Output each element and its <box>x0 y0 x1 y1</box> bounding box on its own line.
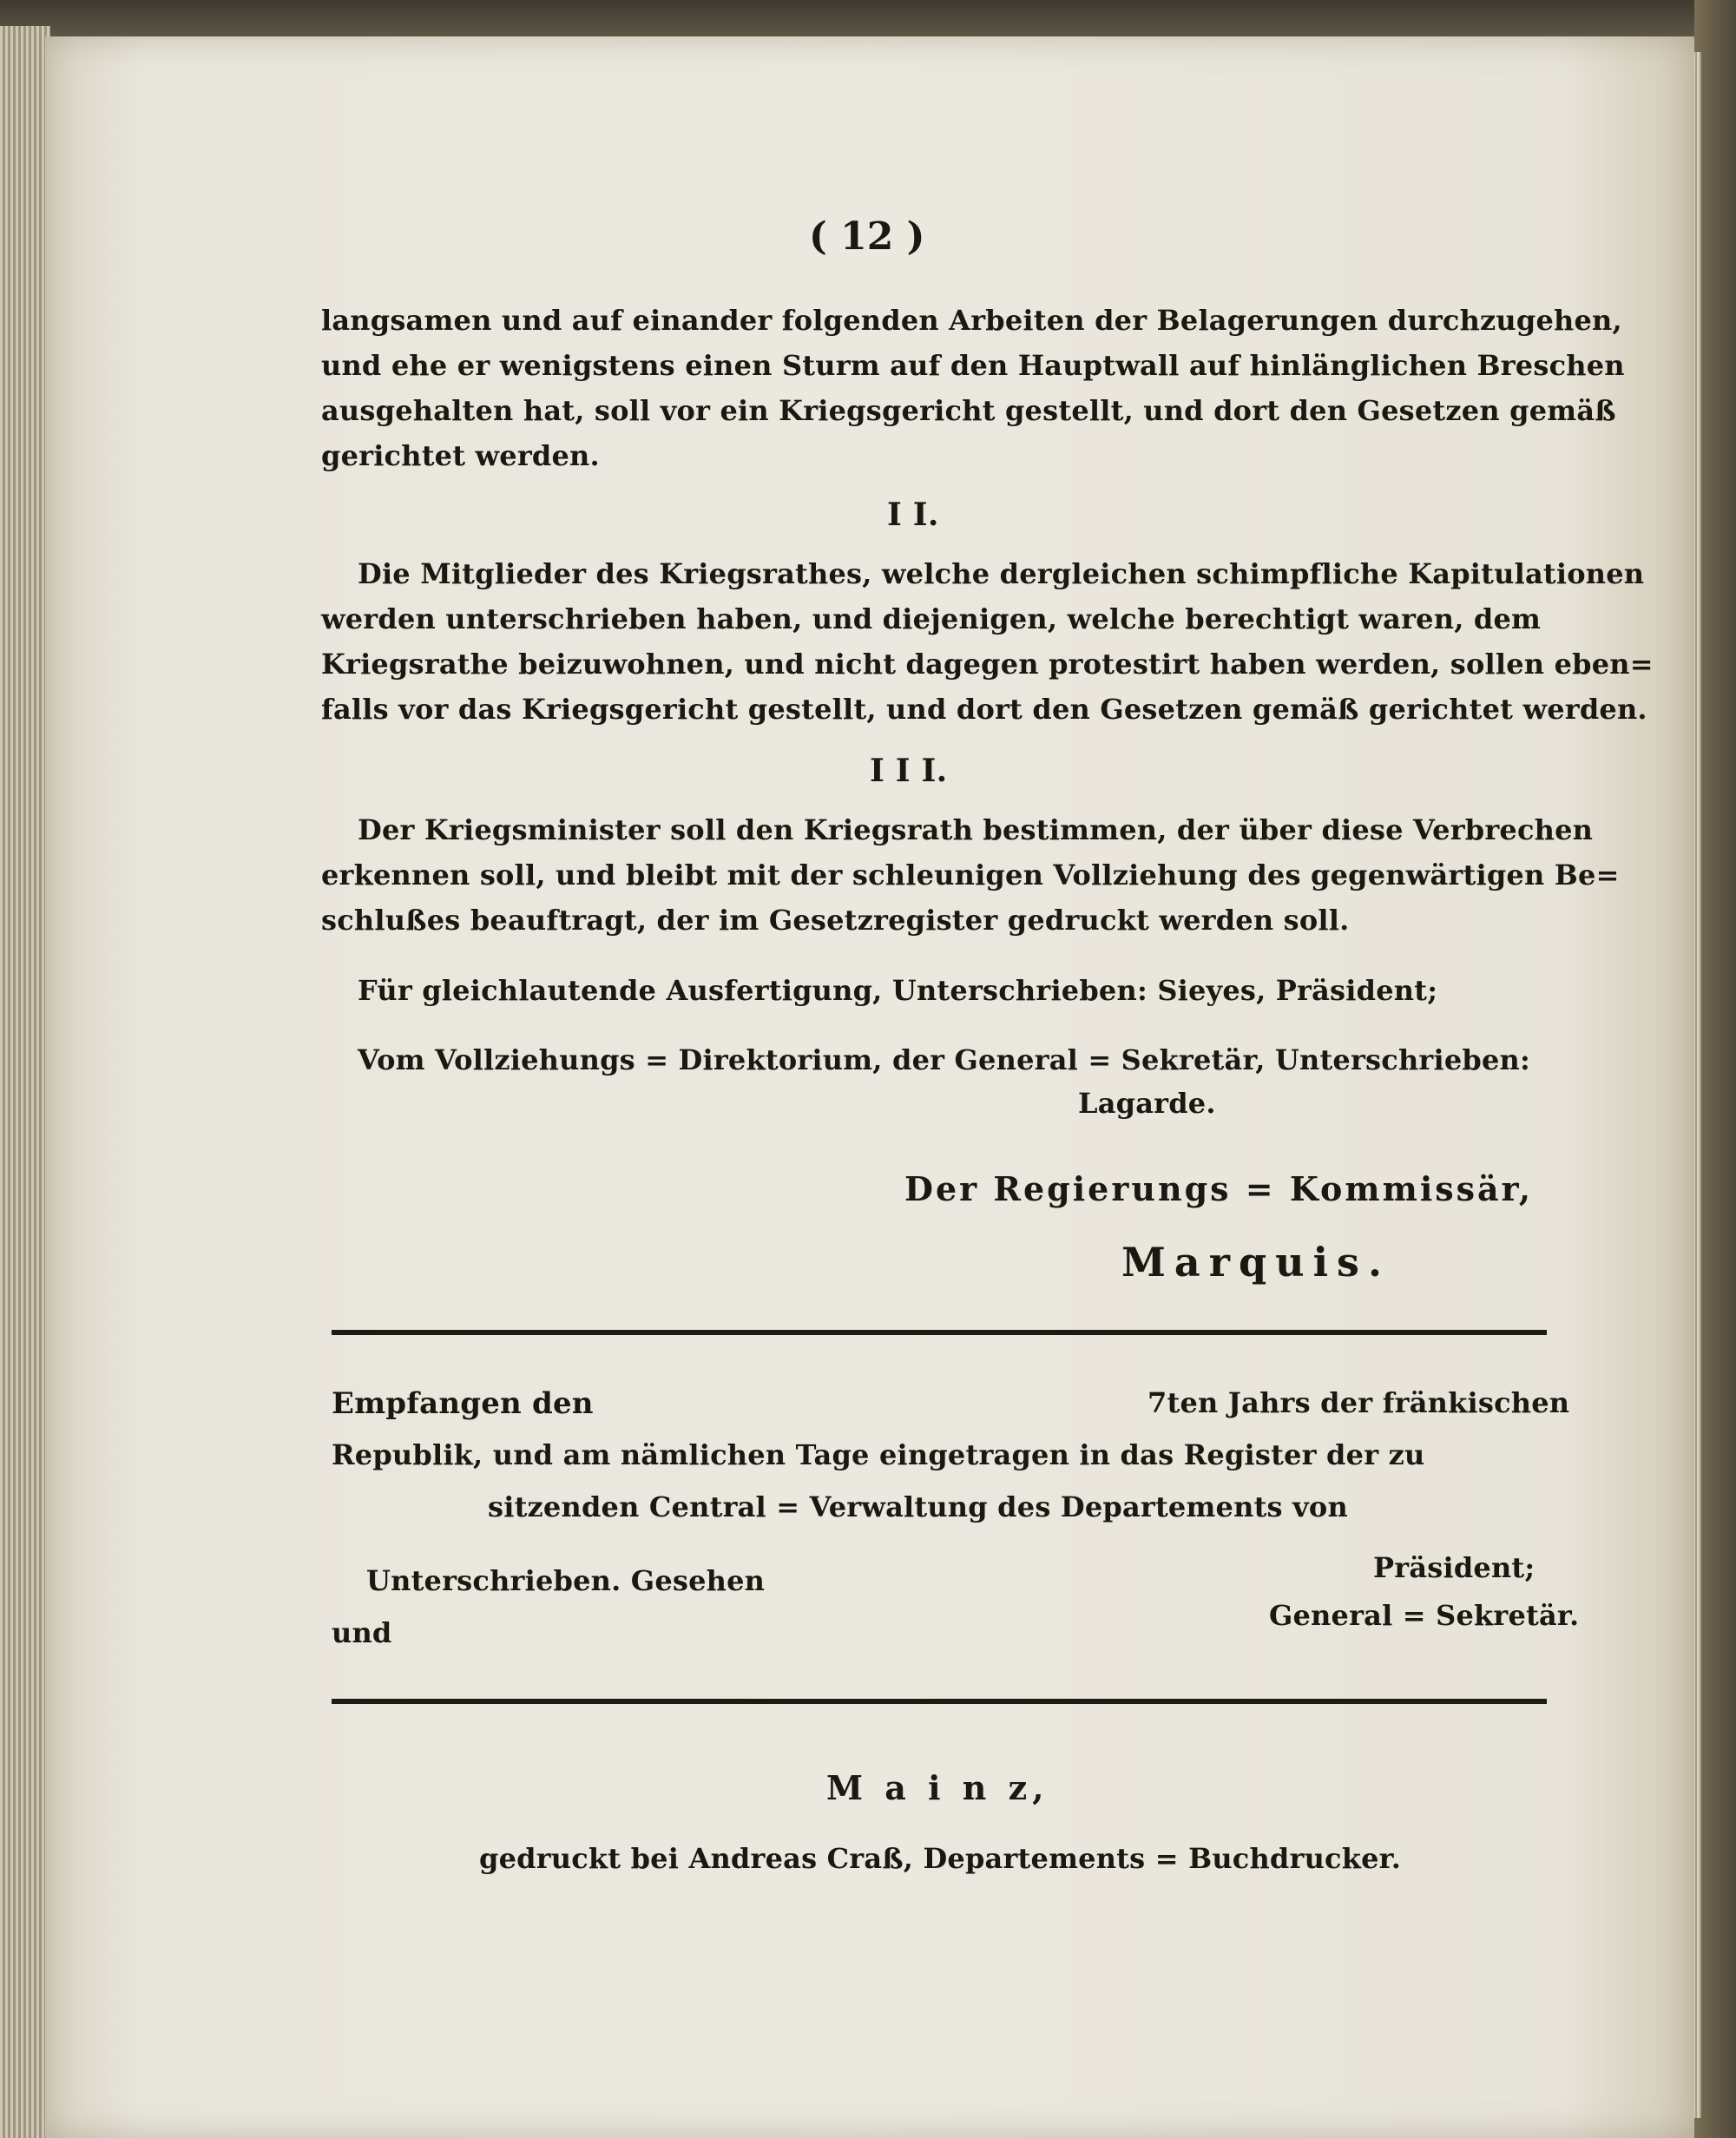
divider-rule-1 <box>332 1330 1547 1335</box>
section-3-line-2: erkennen soll, und bleibt mit der schleunigen Vollziehung des gegenwärtigen Be= <box>321 858 1620 891</box>
signature-line-1: Für gleichlautende Ausfertigung, Unterschrieben: Sieyes, Präsident; <box>358 974 1438 1007</box>
registration-secretary: General = Sekretär. <box>1269 1599 1580 1632</box>
section-2-line-4: falls vor das Kriegsgericht gestellt, und dort den Gesetzen gemäß gerichtet werden. <box>321 693 1647 726</box>
intro-line-4: gerichtet werden. <box>321 439 600 472</box>
registration-president: Präsident; <box>1373 1551 1535 1584</box>
signature-line-5: Marquis. <box>1121 1239 1391 1286</box>
intro-line-2: und ehe er wenigstens einen Sturm auf den Hauptwall auf hinlänglichen Breschen <box>321 349 1625 382</box>
registration-line-3: sitzenden Central = Verwaltung des Departements von <box>488 1490 1348 1523</box>
imprint-city: M a i n z, <box>826 1768 1049 1807</box>
registration-year: 7ten Jahrs der fränkischen <box>1147 1386 1570 1419</box>
signature-line-4: Der Regierungs = Kommissär, <box>904 1169 1534 1208</box>
divider-rule-2 <box>332 1699 1547 1704</box>
page-number: ( 12 ) <box>809 214 925 259</box>
section-2-line-2: werden unterschrieben haben, und diejenigen, welche berechtigt waren, dem <box>321 602 1542 635</box>
section-3-line-1: Der Kriegsminister soll den Kriegsrath bestimmen, der über diese Verbrechen <box>358 813 1594 846</box>
section-2-line-1: Die Mitglieder des Kriegsrathes, welche dergleichen schimpfliche Kapitulationen <box>358 557 1645 590</box>
registration-line-2: Republik, und am nämlichen Tage eingetragen in das Register der zu <box>332 1438 1425 1471</box>
registration-and: und <box>332 1616 392 1649</box>
intro-line-1: langsamen und auf einander folgenden Arbeiten der Belagerungen durchzugehen, <box>321 304 1622 337</box>
document-page <box>45 36 1694 2138</box>
registration-signed: Unterschrieben. Gesehen <box>366 1564 766 1597</box>
section-2-line-3: Kriegsrathe beizuwohnen, und nicht dagegen protestirt haben werden, sollen eben= <box>321 648 1654 681</box>
imprint-printer: gedruckt bei Andreas Craß, Departements = Buchdrucker. <box>479 1842 1402 1875</box>
page-stack-left <box>0 26 50 2138</box>
intro-line-3: ausgehalten hat, soll vor ein Kriegsgericht gestellt, und dort den Gesetzen gemäß <box>321 394 1616 427</box>
signature-line-2: Vom Vollziehungs = Direktorium, der General = Sekretär, Unterschrieben: <box>358 1043 1530 1076</box>
section-numeral-3: I I I. <box>870 753 948 789</box>
section-3-line-3: schlußes beauftragt, der im Gesetzregister gedruckt werden soll. <box>321 904 1350 937</box>
section-numeral-2: I I. <box>887 497 939 533</box>
signature-line-3: Lagarde. <box>1078 1087 1216 1120</box>
registration-received: Empfangen den <box>332 1386 594 1421</box>
